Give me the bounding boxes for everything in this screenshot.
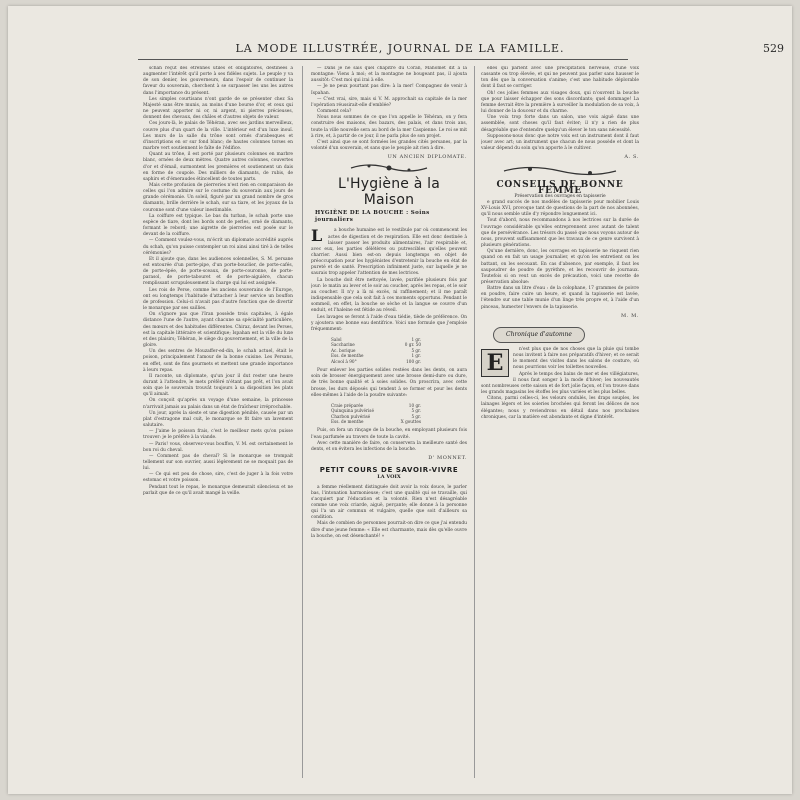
paragraph: Avec cette manière de faire, on conservera la meilleure santé des dents, et on évitera les infections de la bouche. bbox=[311, 440, 467, 452]
paragraph: — C'est vrai, sire, mais si V. M. approchait sa capitale de la mer l'opération réussirait-elle d'emblée? bbox=[311, 96, 467, 108]
ornament-flourish-icon bbox=[500, 164, 620, 178]
article-title-savoir-vivre: PETIT COURS DE SAVOIR-VIVRE bbox=[319, 466, 459, 475]
column-divider bbox=[302, 66, 303, 778]
recipe-row: Craie préparée 10 gr. bbox=[331, 402, 421, 408]
recipe-row: Ac. borique 5 gr. bbox=[331, 347, 421, 353]
paragraph: La coiffure est typique. Le bas du turban, le schah porte une espèce de tiare, dont les bords sont de perles, orné de diamants, formant le rebord; une aigrette de pierreries est posée sur le devant de la coiffure. bbox=[143, 213, 293, 238]
paragraph: On conçoit qu'après un voyage d'une semaine, la princesse n'arrivait jamais au palais dans un état de fraîcheur irréprochable. bbox=[143, 398, 293, 410]
paragraph: Nous nous sommes de ce que l'on appelle le Téhéran, on y fera construire des maisons, des bazars, des palais, et dans trois ans, toute la ville nouvelle sera au bord de la mer Caspienne. Le roi se mit à rire, et, à partir de ce jour, il ne parla plus de son projet. bbox=[311, 115, 467, 139]
drop-cap: E bbox=[481, 349, 509, 377]
article-subtitle-conseils: Préservation des ouvrages en tapisserie bbox=[514, 193, 606, 199]
paragraph: Les simples courtisans n'ont garde de se présenter chez Sa Majesté sans être munis, au moins d'une bourse d'or, et ceux qui ne peuvent apporter ni or, ni argent, ni pierres précieuses, donnent des chevaux, des châles et d'autres objets de valeur. bbox=[143, 96, 293, 121]
paragraph: e grand succès de nos modèles de tapisserie pour mobilier Louis XV-Louis XVI, provoque tant de questions de la part de nos abonnées, qu'il nous semble utile d'y répondre longuement ici. bbox=[481, 199, 639, 218]
paragraph: Quant au trône, il est porté par plusieurs colonnes en marbre blanc, ornées de deux mètres. Quatre autres colonnes, couvertes d'or et d'émail, surmontent les premières et soutiennent un dais en forme de coupole. Des milliers de diamants, de rubis, de saphirs et d'émeraudes étincellent de toutes parts. bbox=[143, 152, 293, 182]
paragraph: Pendant tout le repas, le monarque demeurait silencieux et ne parlait que de ce qu'il avait mangé la veille. bbox=[143, 484, 293, 496]
paragraph: Ces jours-là, le palais de Téhéran, avec ses jardins merveilleux, couvre plus d'un quart de la ville. L'intérieur est d'un luxe inouï. Les murs de la salle du trône sont ornés d'arabesques et d'inscriptions en or sur fond blanc; de hautes colonnes torses en marbre vert soutiennent le faîte de l'édifice. bbox=[143, 121, 293, 152]
paragraph: C'est ainsi que se sont formées les grandes cités persanes, par la volonté d'un souverain, et sans que le peuple ait rien à dire. bbox=[311, 139, 467, 152]
paragraph: Et il ajoute que, dans les audiences solennelles, S. M. persane est entourée d'un porte-pipe, d'un porte-bouclier, de porte-cafés, de porte-épée, de porte-sceaux, de porte-couronne, de porte-parasol, de porte-tabouret et de porte-aiguière, chacun remplissant scrupuleusement la charge qui lui est assignée. bbox=[143, 256, 293, 287]
paragraph: — J'aime le poisson frais, c'est le meilleur mets qu'on puisse trouver: je le préfère à la viande. bbox=[143, 429, 293, 441]
paragraph: Les lavages se feront à l'aide d'eau tiédie, tiède de préférence. On y ajoutera une bonne eau dentifrice. Voici une formule que j'emploie fréquemment: bbox=[311, 314, 467, 332]
paragraph: elles qui parlent avec une précipitation nerveuse, d'une voix cassante ou trop élevée, et qui ne peuvent pas parler sans hausser le ton dès que la conversation s'anime; c'est une habitude déplorable dont il faut se corriger. bbox=[481, 66, 639, 90]
paragraph: Mais de combien de personnes pourrait-on dire ce que j'ai entendu dire d'une jeune femme: « Elle est charmante, mais dès qu'elle ouvre la bouche, on est désenchanté! » bbox=[311, 521, 467, 539]
article-subtitle-savoir-vivre: LA VOIX bbox=[377, 474, 401, 481]
paragraph: Mais cette profusion de pierreries n'est rien en comparaison de celles qui l'on admire sur le costume du souverain aux jours de grande cérémonie. Un soleil, figuré par un grand nombre de gros diamants, brille derrière le schah, sur sa tiare, et les joyaux de la couronne sont d'une valeur inestimable. bbox=[143, 182, 293, 213]
paragraph: Un des sentres de Mouzaffer-ed-din, le schah actuel, était le poison, principalement l'amour de la bonne cuisine. Les Persans, en effet, sont de fins gourmets et mettent une grande importance à leurs repas. bbox=[143, 349, 293, 373]
recipe-row: Alcool à 90° 100 gr. bbox=[331, 358, 421, 364]
paragraph: — Paris! vous, observez-vous bouffon, V. M. est certainement le bon roi du cheval. bbox=[143, 441, 293, 453]
article-subtitle-hygiene: HYGIÈNE DE LA BOUCHE : Soins journaliers bbox=[315, 210, 430, 224]
recipe-row: Ess. de menthe 1 gr. bbox=[331, 353, 421, 359]
column-2 bbox=[311, 66, 467, 781]
article-signature: A. S. bbox=[624, 154, 639, 161]
paragraph: Il raconte, un diplomate, qu'un jour il dut rester une heure durant à l'attendre, le mets préféré n'étant pas prêt, et l'on avait soin que le souverain trouvât toujours à sa disposition les plats qu'il aimait. bbox=[143, 373, 293, 398]
chronique-banner: Chronique d'automne bbox=[493, 327, 585, 343]
article-signature: UN ANCIEN DIPLOMATE. bbox=[387, 154, 467, 161]
article-title-hygiene: L'Hygiène à la Maison bbox=[337, 176, 441, 209]
paragraph: On s'ignore pas que l'Iran possède trois capitales, à égale distance l'une de l'autre, ayant chacune sa spécialité particulière, des mœurs et des habitudes différentes. Chiraz, devant les Perses, est la capitale littéraire et scientifique; Ispahan est la ville du luxe et des plaisirs; Téhéran, le siège du gouvernement, et la ville de la gloire. bbox=[143, 312, 293, 349]
paragraph: Comment cela? bbox=[317, 109, 352, 115]
paragraph: Tout d'abord, nous recommandons à nos lectrices sur la durée de l'ouvrage considérable qu'elles entreprennent avec autant de talent que de persévérance. Les trésors du passé que nous voyons autour de nous, prouvent suffisamment que les travaux de ce genre survivent à plusieurs générations. bbox=[481, 218, 639, 249]
recipe-row: Salol 1 gr. bbox=[331, 337, 421, 342]
recipe-row: Saccharine 0 gr. 50 bbox=[331, 342, 421, 348]
paragraph: Supposons-nous donc que notre voix est un instrument dont il faut jouer avec art; un instrument que chacun de nous possède et dont la valeur dépend du soin qu'on apporte à le cultiver. bbox=[481, 133, 639, 152]
recipe-row: Quinquina pulvérisé 5 gr. bbox=[331, 408, 421, 414]
paragraph: — Je ne peux pourtant pas dire: à la mer! Compagnez de venir à Ispahan. bbox=[311, 84, 467, 96]
paragraph: n'est plus que de nos choses que la pluie qui tombe nous invitent à faire nos préparatifs d'hiver; et ce serait le moment des visites dans les salons de couture, où nous pourrions voir les toilettes nouvelles. bbox=[513, 346, 639, 371]
paragraph: Une voix trop forte dans un salon, une voix aiguë dans une assemblée, sont choses qu'il faut éviter; il n'y a rien de plus désagréable que d'entendre quelqu'un élever le ton sans nécessité. bbox=[481, 115, 639, 133]
drop-cap: L bbox=[311, 226, 323, 246]
conseils-header bbox=[481, 164, 639, 200]
paragraph: a femme réellement distinguée doit avoir la voix douce, le parler bas, l'intonation harmonieuse; c'est une qualité qui se travaille, qui s'acquiert par l'éducation et la volonté. Rien n'est désagréable comme une voix criarde, aiguë, perçante; elle donne à la personne qui l'a un air commun et vulgaire, quelle que soit d'ailleurs sa condition. bbox=[311, 484, 467, 521]
ornament-vine-icon bbox=[349, 162, 429, 174]
paragraph: Citons, parmi celles-ci, les velours ondulés, les draps souples, les lainages légers et les soieries brochées qui feront les délices de nos élégantes; nous y reviendrons en détail dans nos prochaines chroniques, car la matière est abondante et digne d'intérêt. bbox=[481, 396, 639, 420]
paragraph: — Dans je ne sais quel chapitre du Coran, Mahomet dit à la montagne: Viens à moi; et la montagne ne bougeant pas, il ajouta aussitôt: C'est moi qui irai à elle. bbox=[311, 66, 467, 84]
recipe-table-2 bbox=[331, 403, 421, 425]
paragraph: Après le temps des bains de mer et des villégiatures, il nous faut songer à la mode d'hiver; les nouveautés sont nombreuses cette saison et de fort jolie façon, et l'on trouve dans les grands magasins les étoffes les plus variées et les plus belles. bbox=[481, 371, 639, 396]
recipe-table-1 bbox=[331, 337, 421, 364]
paragraph: Puis, on fera un rinçage de la bouche, en employant plusieurs fois l'eau parfumée au travers de toute la cavité. bbox=[311, 428, 467, 440]
page-number: 529 bbox=[763, 42, 784, 55]
paragraph: — Ce qui est peu de chose, sire, c'est de juger à la fois votre estomac et votre poisson. bbox=[143, 472, 293, 484]
paragraph: Oh! ces jolies femmes aux visages doux, qui n'ouvrent la bouche que pour laisser échapper des sons discordants; quel dommage! La femme devrait être la première à surveiller la modulation de sa voix, à lui donner de la douceur et du charme. bbox=[481, 90, 639, 115]
page-header bbox=[8, 42, 792, 58]
column-1 bbox=[143, 66, 293, 781]
paragraph: a bouche humaine est le vestibule par où commencent les actes de digestion et de respiration. Elle est donc destinée à laisser passer les produits alimentaires, l'air respirable et, avec eux, les parties délétères ou putrescibles qu'elles peuvent charrier. Aussi bien est-on depuis longtemps en objet de préoccupation pour les hygiénistes d'entretenir la bouche en état de pureté et de santé. Prescription infiniment juste, sur laquelle je ne saurais trop appeler l'attention de mes lectrices. bbox=[311, 228, 467, 277]
paragraph: schah reçut des étrennes utiles et obligatoires, destinées à augmenter l'intérêt qu'il porte à ses fidèles sujets. Le peuple y va de son denier, les gouverneurs, dans l'espoir de continuer la faveur du souverain, cherchent à se surpasser les uns les autres dans l'importance du présent. bbox=[143, 66, 293, 96]
paragraph: Les rois de Perse, comme les anciens souverains de l'Europe, ont eu longtemps l'habitude d'attacher à leur service un bouffon de profession. Celui-ci n'avait pas d'autre fonction que de divertir le monarque par ses saillies. bbox=[143, 287, 293, 312]
recipe-row: Ess. de menthe X gouttes bbox=[331, 419, 421, 425]
paragraph: Battre dans un litre d'eau : de la colophane, 17 grammes de poivre en poudre, faire cuire un heure, et quand la tapisserie est lavée, l'étendre sur une table munie d'un linge très propre et, à l'aide d'un pinceau, humecter l'envers de la tapisserie. bbox=[481, 286, 639, 310]
journal-title: LA MODE ILLUSTRÉE, JOURNAL DE LA FAMILLE. bbox=[235, 42, 565, 55]
recipe-row: Charbon pulvérisé 5 gr. bbox=[331, 413, 421, 419]
paragraph: Pour enlever les parties solides restées dans les dents, on aura soin de brosser énergiquement avec une brosse demi-dure ou dure, de très bonne qualité et à soies solides. On proscrira, avec cette brosse, les durs déposés qui tendent à se former et pour les dents elles-mêmes à l'aide de la poudre suivante: bbox=[311, 368, 467, 398]
column-divider bbox=[474, 66, 475, 778]
paragraph: La bouche doit être nettoyée, lavée, purifiée plusieurs fois par jour: le matin au lever et le soir au coucher, après les repas, et le soir au coucher. Il n'y a là ni excès, ni raffinement; et il me paraît indispensable que cela soit fait à ces moments opportuns. Pendant le sommeil, en effet, la bouche se sèche et la langue se couvre d'un enduit, et l'haleine est fétide au réveil. bbox=[311, 277, 467, 314]
article-title-conseils: CONSEILS DE BONNE FEMME bbox=[496, 179, 624, 196]
paragraph: — Comment voulez-vous, m'écrit un diplomate accrédité auprès du schah, qu'on puisse contempler un roi ainsi ainsi tiré à de telles cérémonies? bbox=[143, 238, 293, 256]
header-rule bbox=[138, 59, 628, 60]
column-3 bbox=[481, 66, 639, 781]
col1-text bbox=[143, 66, 293, 497]
paragraph: — Comment pas de cheval? Si le monarque se trompait tellement sur son ouvrier, aussi légèrement ne se moquait pas de lui. bbox=[143, 453, 293, 472]
paragraph: Qu'une dernière, donc, les ouvrages en tapisserie ne risquent rien quand on en fait un usage journalier, et qu'on les entretient on les battant, on les secouant. En cas d'absence, par exemple, il faut les saupoudrer de poudre de pyrèthre, et les recouvrir de journaux. Toutefois si on veut un excès de précaution, voici une recette de préservation absolue: bbox=[481, 249, 639, 285]
page bbox=[8, 6, 792, 794]
paragraph: Un jour, après la sieste et une digestion pénible, causée par un plat d'estragone mal cuit, le monarque se fit faire un lavement salutaire. bbox=[143, 410, 293, 429]
article-signature: D' MONNET. bbox=[428, 455, 467, 462]
article-signature: M. M. bbox=[620, 312, 639, 319]
